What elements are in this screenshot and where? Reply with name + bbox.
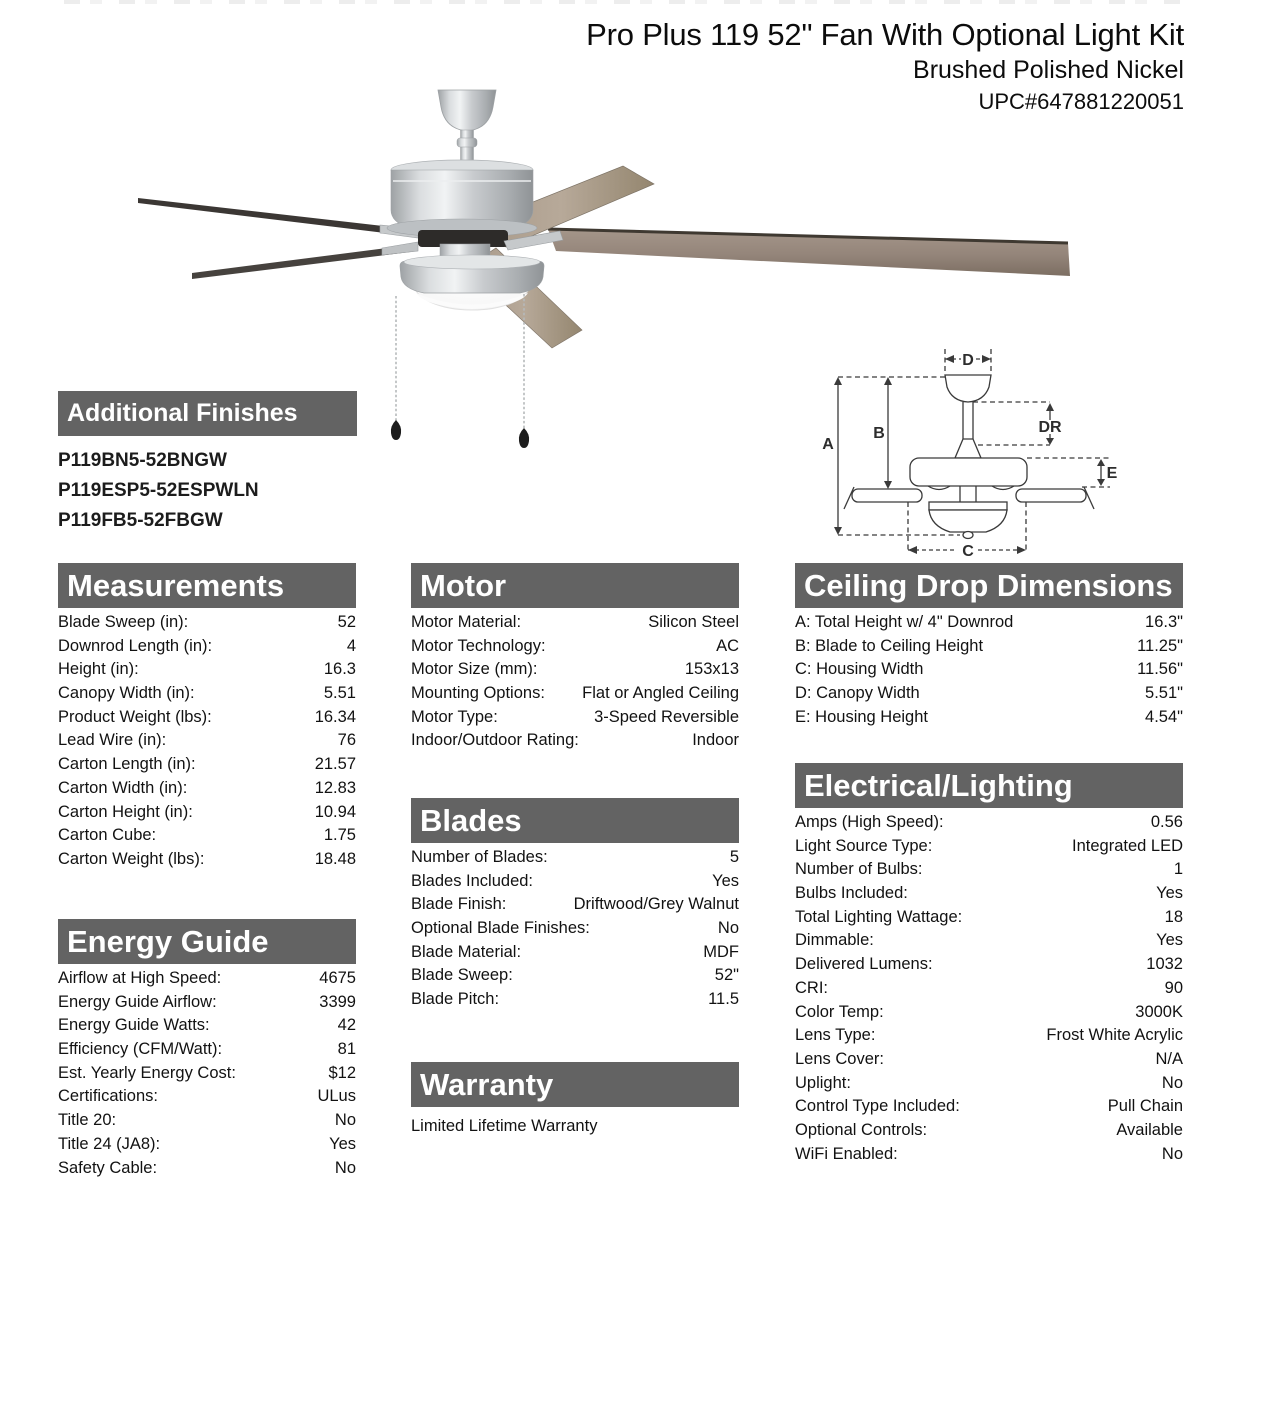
spec-label: Motor Size (mm): bbox=[411, 660, 538, 679]
spec-label: Canopy Width (in): bbox=[58, 684, 195, 703]
motor-section bbox=[411, 563, 739, 753]
spec-row bbox=[58, 848, 356, 872]
energy-guide-header bbox=[58, 919, 356, 964]
spec-label: Delivered Lumens: bbox=[795, 955, 933, 974]
spec-value: 52" bbox=[714, 966, 739, 985]
spec-value: 153x13 bbox=[684, 660, 739, 679]
cropped-text-remnant bbox=[64, 0, 1180, 4]
motor-header bbox=[411, 563, 739, 608]
spec-label: Uplight: bbox=[795, 1073, 851, 1092]
spec-value: 5 bbox=[729, 848, 739, 866]
spec-label: Blade Pitch: bbox=[411, 990, 500, 1009]
spec-label: Lens Cover: bbox=[795, 1049, 884, 1068]
finish-sku: P119FB5-52FBGW bbox=[58, 510, 223, 531]
pull-chain-fob-left bbox=[391, 420, 401, 440]
spec-value: No bbox=[1161, 1073, 1183, 1092]
spec-value: 11.5 bbox=[708, 990, 739, 1009]
spec-row bbox=[411, 941, 739, 965]
spec-value: ULus bbox=[317, 1087, 356, 1106]
spec-row bbox=[795, 1001, 1183, 1025]
spec-row bbox=[58, 1014, 356, 1038]
motor-rows bbox=[411, 611, 739, 753]
blade-iron-left-lower bbox=[382, 242, 418, 255]
pull-chain-fob-right bbox=[519, 428, 529, 448]
spec-value: Available bbox=[1116, 1120, 1183, 1139]
spec-row bbox=[58, 1133, 356, 1157]
spec-row bbox=[795, 611, 1183, 635]
spec-row bbox=[411, 964, 739, 988]
electrical-lighting-header bbox=[795, 763, 1183, 808]
spec-label: Energy Guide Airflow: bbox=[58, 992, 217, 1011]
spec-value: 16.3" bbox=[1145, 613, 1183, 631]
blades-section bbox=[411, 798, 739, 1012]
spec-value: N/A bbox=[1155, 1049, 1183, 1068]
spec-label: Blade Material: bbox=[411, 942, 522, 961]
spec-value: 11.25" bbox=[1137, 636, 1183, 655]
spec-value: 1 bbox=[1173, 860, 1183, 879]
spec-label: Motor Technology: bbox=[411, 636, 546, 655]
section-title: Electrical/Lighting bbox=[804, 768, 1073, 803]
spec-value: 16.34 bbox=[314, 707, 356, 726]
fan-canopy bbox=[438, 90, 496, 131]
spec-value: MDF bbox=[703, 942, 739, 961]
spec-row bbox=[411, 893, 739, 917]
dim-label-a: A bbox=[822, 436, 834, 453]
spec-label: Carton Width (in): bbox=[58, 778, 188, 797]
finish-sku: P119BN5-52BNGW bbox=[58, 450, 227, 471]
spec-label: Product Weight (lbs): bbox=[58, 707, 212, 726]
spec-row bbox=[411, 729, 739, 753]
spec-row bbox=[795, 706, 1183, 730]
section-title: Motor bbox=[420, 568, 507, 603]
pan-rim bbox=[404, 255, 540, 269]
spec-label: Energy Guide Watts: bbox=[58, 1016, 210, 1035]
ceiling-drop-header bbox=[795, 563, 1183, 608]
spec-label: Est. Yearly Energy Cost: bbox=[58, 1063, 236, 1082]
warranty-header bbox=[411, 1062, 739, 1107]
spec-row bbox=[795, 811, 1183, 835]
spec-label: Carton Length (in): bbox=[58, 755, 196, 774]
spec-value: Integrated LED bbox=[1072, 836, 1183, 855]
spec-label: Lead Wire (in): bbox=[58, 731, 167, 750]
section-title: Energy Guide bbox=[67, 924, 269, 959]
spec-value: 3399 bbox=[319, 992, 356, 1011]
additional-finishes-section bbox=[58, 391, 357, 536]
spec-label: Number of Blades: bbox=[411, 848, 548, 866]
spec-label: WiFi Enabled: bbox=[795, 1144, 898, 1163]
spec-row bbox=[795, 635, 1183, 659]
spec-label: Amps (High Speed): bbox=[795, 813, 944, 831]
finish-subtitle: Brushed Polished Nickel bbox=[913, 56, 1184, 84]
spec-value: No bbox=[1161, 1144, 1183, 1163]
spec-row bbox=[411, 917, 739, 941]
spec-value: No bbox=[334, 1111, 356, 1130]
spec-value: $12 bbox=[328, 1063, 356, 1082]
spec-label: Title 20: bbox=[58, 1111, 117, 1130]
measurements-header bbox=[58, 563, 356, 608]
spec-value: Yes bbox=[1156, 931, 1183, 950]
downrod-coupling bbox=[457, 138, 477, 147]
finish-sku: P119ESP5-52ESPWLN bbox=[58, 480, 259, 501]
spec-label: D: Canopy Width bbox=[795, 684, 920, 703]
spec-label: Blade Sweep (in): bbox=[58, 613, 189, 631]
spec-value: 10.94 bbox=[314, 802, 356, 821]
spec-label: A: Total Height w/ 4" Downrod bbox=[795, 613, 1014, 631]
section-title: Warranty bbox=[420, 1067, 554, 1102]
spec-row bbox=[795, 1048, 1183, 1072]
spec-value: 4 bbox=[346, 636, 356, 655]
spec-label: C: Housing Width bbox=[795, 660, 924, 679]
spec-label: Downrod Length (in): bbox=[58, 636, 213, 655]
spec-value: No bbox=[717, 919, 739, 938]
spec-value: 11.56" bbox=[1137, 660, 1183, 679]
spec-row bbox=[58, 706, 356, 730]
spec-row bbox=[58, 991, 356, 1015]
spec-label: E: Housing Height bbox=[795, 707, 928, 726]
fan-blade-left-upper bbox=[138, 198, 418, 237]
spec-value: Silicon Steel bbox=[648, 613, 739, 631]
spec-value: 3-Speed Reversible bbox=[594, 707, 739, 726]
spec-value: 1032 bbox=[1146, 955, 1183, 974]
spec-label: Bulbs Included: bbox=[795, 884, 908, 903]
spec-label: B: Blade to Ceiling Height bbox=[795, 636, 984, 655]
spec-value: No bbox=[334, 1158, 356, 1177]
electrical-lighting-section bbox=[795, 763, 1183, 1166]
spec-row bbox=[411, 706, 739, 730]
spec-value: Yes bbox=[1156, 884, 1183, 903]
warranty-note: Limited Lifetime Warranty bbox=[411, 1117, 598, 1135]
spec-value: Yes bbox=[329, 1134, 356, 1153]
spec-label: Certifications: bbox=[58, 1087, 158, 1106]
spec-row bbox=[58, 967, 356, 991]
spec-label: Color Temp: bbox=[795, 1002, 884, 1021]
spec-value: Indoor bbox=[692, 731, 739, 750]
spec-row bbox=[58, 729, 356, 753]
spec-row bbox=[795, 658, 1183, 682]
spec-label: Motor Material: bbox=[411, 613, 522, 631]
spec-row bbox=[795, 1119, 1183, 1143]
blades-rows bbox=[411, 846, 739, 1012]
spec-value: 90 bbox=[1164, 978, 1183, 997]
spec-value: 0.56 bbox=[1150, 813, 1183, 831]
ceiling-drop-rows bbox=[795, 611, 1183, 729]
spec-row bbox=[58, 658, 356, 682]
spec-value: 42 bbox=[337, 1016, 356, 1035]
spec-value: 3000K bbox=[1135, 1002, 1183, 1021]
spec-label: Optional Blade Finishes: bbox=[411, 919, 590, 938]
spec-row bbox=[795, 1024, 1183, 1048]
spec-row bbox=[58, 1109, 356, 1133]
section-title: Ceiling Drop Dimensions bbox=[804, 568, 1173, 603]
upc-code: UPC#647881220051 bbox=[978, 89, 1184, 114]
spec-row bbox=[411, 846, 739, 870]
spec-row bbox=[795, 682, 1183, 706]
spec-value: Driftwood/Grey Walnut bbox=[573, 895, 739, 914]
spec-label: Carton Weight (lbs): bbox=[58, 849, 205, 868]
spec-row bbox=[58, 682, 356, 706]
spec-label: Lens Type: bbox=[795, 1026, 876, 1045]
spec-value: 4.54" bbox=[1145, 707, 1183, 726]
spec-label: Carton Height (in): bbox=[58, 802, 193, 821]
dim-label-e: E bbox=[1106, 465, 1118, 482]
additional-finishes-header bbox=[58, 391, 357, 436]
spec-value: 18 bbox=[1164, 907, 1183, 926]
spec-value: 18.48 bbox=[314, 849, 356, 868]
warranty-section bbox=[411, 1062, 739, 1136]
spec-value: 81 bbox=[337, 1040, 356, 1059]
spec-label: Blade Sweep: bbox=[411, 966, 513, 985]
dim-label-c: C bbox=[962, 543, 974, 560]
spec-label: Total Lighting Wattage: bbox=[795, 907, 963, 926]
spec-row bbox=[411, 658, 739, 682]
spec-row bbox=[58, 777, 356, 801]
spec-row bbox=[411, 635, 739, 659]
spec-row bbox=[411, 611, 739, 635]
spec-row bbox=[795, 906, 1183, 930]
spec-label: CRI: bbox=[795, 978, 828, 997]
spec-row bbox=[58, 1038, 356, 1062]
electrical-rows bbox=[795, 811, 1183, 1166]
spec-row bbox=[795, 1095, 1183, 1119]
energy-guide-section bbox=[58, 919, 356, 1180]
spec-label: Blades Included: bbox=[411, 871, 534, 890]
spec-value: 5.51 bbox=[323, 684, 356, 703]
spec-label: Dimmable: bbox=[795, 931, 874, 950]
spec-label: Carton Cube: bbox=[58, 826, 157, 845]
spec-row bbox=[795, 1072, 1183, 1096]
finish-list bbox=[58, 446, 357, 536]
spec-label: Title 24 (JA8): bbox=[58, 1134, 161, 1153]
spec-value: 4675 bbox=[319, 969, 356, 987]
spec-value: Pull Chain bbox=[1107, 1097, 1183, 1116]
spec-value: 76 bbox=[337, 731, 356, 750]
spec-row bbox=[58, 824, 356, 848]
spec-value: Yes bbox=[712, 871, 739, 890]
spec-row bbox=[58, 1085, 356, 1109]
spec-row bbox=[411, 988, 739, 1012]
spec-row bbox=[58, 1062, 356, 1086]
spec-value: Frost White Acrylic bbox=[1046, 1026, 1183, 1045]
spec-value: 16.3 bbox=[323, 660, 356, 679]
section-title: Measurements bbox=[67, 568, 285, 603]
spec-label: Light Source Type: bbox=[795, 836, 933, 855]
spec-value: 21.57 bbox=[314, 755, 356, 774]
ceiling-drop-section bbox=[795, 563, 1183, 729]
dim-label-dr: DR bbox=[1038, 419, 1062, 436]
spec-label: Number of Bulbs: bbox=[795, 860, 923, 879]
spec-row bbox=[58, 611, 356, 635]
spec-row bbox=[58, 753, 356, 777]
measurements-rows bbox=[58, 611, 356, 872]
spec-value: 52 bbox=[337, 613, 356, 631]
page-title: Pro Plus 119 52" Fan With Optional Light Kit bbox=[586, 17, 1184, 52]
spec-value: 12.83 bbox=[314, 778, 356, 797]
spec-label: Optional Controls: bbox=[795, 1120, 928, 1139]
section-title: Additional Finishes bbox=[67, 399, 298, 427]
spec-row bbox=[58, 1157, 356, 1181]
spec-row bbox=[795, 858, 1183, 882]
spec-label: Indoor/Outdoor Rating: bbox=[411, 731, 579, 750]
section-title: Blades bbox=[420, 803, 522, 838]
spec-row bbox=[795, 929, 1183, 953]
spec-label: Airflow at High Speed: bbox=[58, 969, 222, 987]
dim-label-d: D bbox=[962, 352, 974, 369]
spec-row bbox=[58, 801, 356, 825]
spec-row bbox=[795, 977, 1183, 1001]
spec-value: 1.75 bbox=[323, 826, 356, 845]
spec-label: Mounting Options: bbox=[411, 684, 545, 703]
spec-label: Efficiency (CFM/Watt): bbox=[58, 1040, 223, 1059]
spec-value: 5.51" bbox=[1145, 684, 1183, 703]
spec-row bbox=[58, 635, 356, 659]
spec-value: Flat or Angled Ceiling bbox=[582, 684, 739, 703]
spec-row bbox=[411, 870, 739, 894]
spec-row bbox=[795, 953, 1183, 977]
spec-label: Safety Cable: bbox=[58, 1158, 158, 1177]
spec-label: Control Type Included: bbox=[795, 1097, 960, 1116]
spec-label: Motor Type: bbox=[411, 707, 498, 726]
dim-label-b: B bbox=[873, 425, 885, 442]
ceiling-drop-diagram bbox=[820, 335, 1220, 565]
spec-row bbox=[411, 682, 739, 706]
spec-label: Blade Finish: bbox=[411, 895, 507, 914]
spec-value: AC bbox=[716, 636, 739, 655]
energy-guide-rows bbox=[58, 967, 356, 1180]
spec-row bbox=[795, 835, 1183, 859]
spec-row bbox=[795, 882, 1183, 906]
measurements-section bbox=[58, 563, 356, 872]
blades-header bbox=[411, 798, 739, 843]
spec-label: Height (in): bbox=[58, 660, 139, 679]
spec-row bbox=[795, 1143, 1183, 1167]
